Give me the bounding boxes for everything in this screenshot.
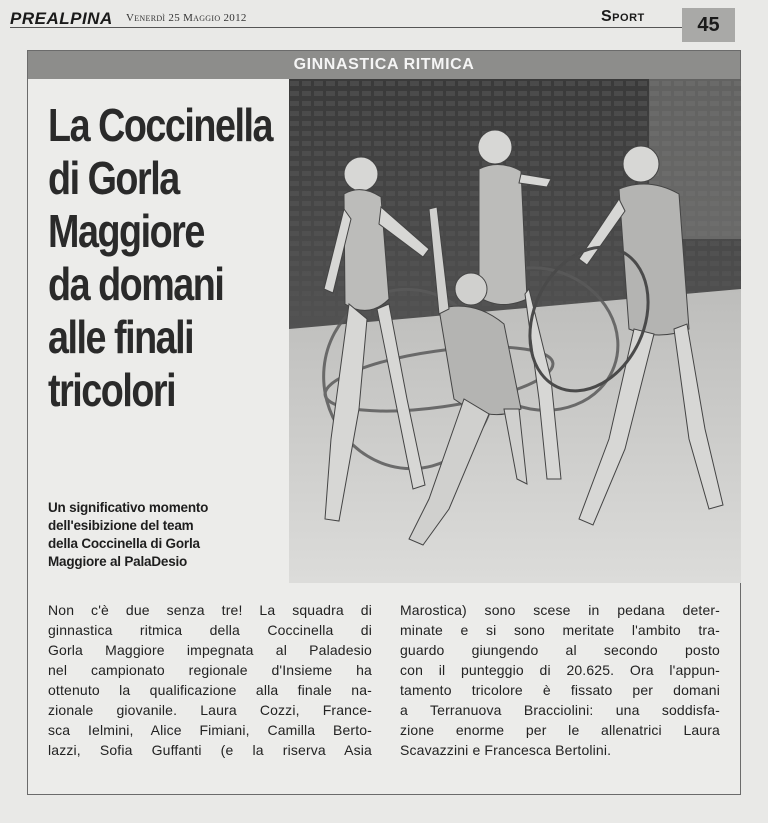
body-line: guardo giungendo al secondo posto [400, 642, 720, 658]
caption-line: Maggiore al PalaDesio [48, 554, 188, 569]
newspaper-masthead [0, 0, 768, 46]
gymnastics-team-photo [289, 79, 741, 583]
newspaper-logo: PREALPINA [10, 9, 113, 28]
body-line: minate e si sono meritate l'ambito tra- [400, 622, 720, 638]
body-line: tamento tricolore è fissato per domani [400, 682, 720, 698]
header-rule [10, 27, 682, 28]
article-body-column-1 [48, 600, 372, 760]
photo-caption [48, 499, 288, 571]
headline-line: di Gorla [48, 152, 179, 204]
headline-line: La Coccinella [48, 99, 272, 151]
caption-line: dell'esibizione del team [48, 518, 194, 533]
body-line: zione enorme per le allenatrici Laura [400, 722, 720, 738]
body-line: Non c'è due senza tre! La squadra di [48, 602, 372, 618]
article-body-column-2 [400, 600, 720, 760]
body-line: Scavazzini e Francesca Bertolini. [400, 742, 612, 758]
article-headline [48, 99, 272, 417]
body-line: a Terranuova Bracciolini: una soddisfa- [400, 702, 720, 718]
headline-line: da domani [48, 258, 224, 310]
caption-line: della Coccinella di Gorla [48, 536, 200, 551]
section-name: Sport [601, 8, 645, 25]
article-box [27, 50, 741, 795]
body-line: lazzi, Sofia Guffanti (e la riserva Asia [48, 742, 372, 758]
issue-date: Venerdì 25 Maggio 2012 [126, 12, 247, 24]
page-number: 45 [682, 8, 735, 42]
body-line: Gorla Maggiore impegnata al Paladesio [48, 642, 372, 658]
body-line: ottenuto la qualificazione alla finale na- [48, 682, 372, 698]
body-line: ginnastica ritmica della Coccinella di [48, 622, 372, 638]
headline-line: tricolori [48, 364, 176, 416]
body-line: sca Ielmini, Alice Fimiani, Camilla Berto- [48, 722, 372, 738]
body-line: con il punteggio di 20.625. Ora l'appun- [400, 662, 720, 678]
body-line: zionale giovanile. Laura Cozzi, France- [48, 702, 372, 718]
article-kicker: GINNASTICA RITMICA [28, 51, 740, 79]
body-line: Marostica) sono scese in pedana deter- [400, 602, 720, 618]
caption-line: Un significativo momento [48, 500, 209, 515]
body-line: nel campionato regionale d'Insieme ha [48, 662, 372, 678]
headline-line: Maggiore [48, 205, 204, 257]
headline-line: alle finali [48, 311, 194, 363]
